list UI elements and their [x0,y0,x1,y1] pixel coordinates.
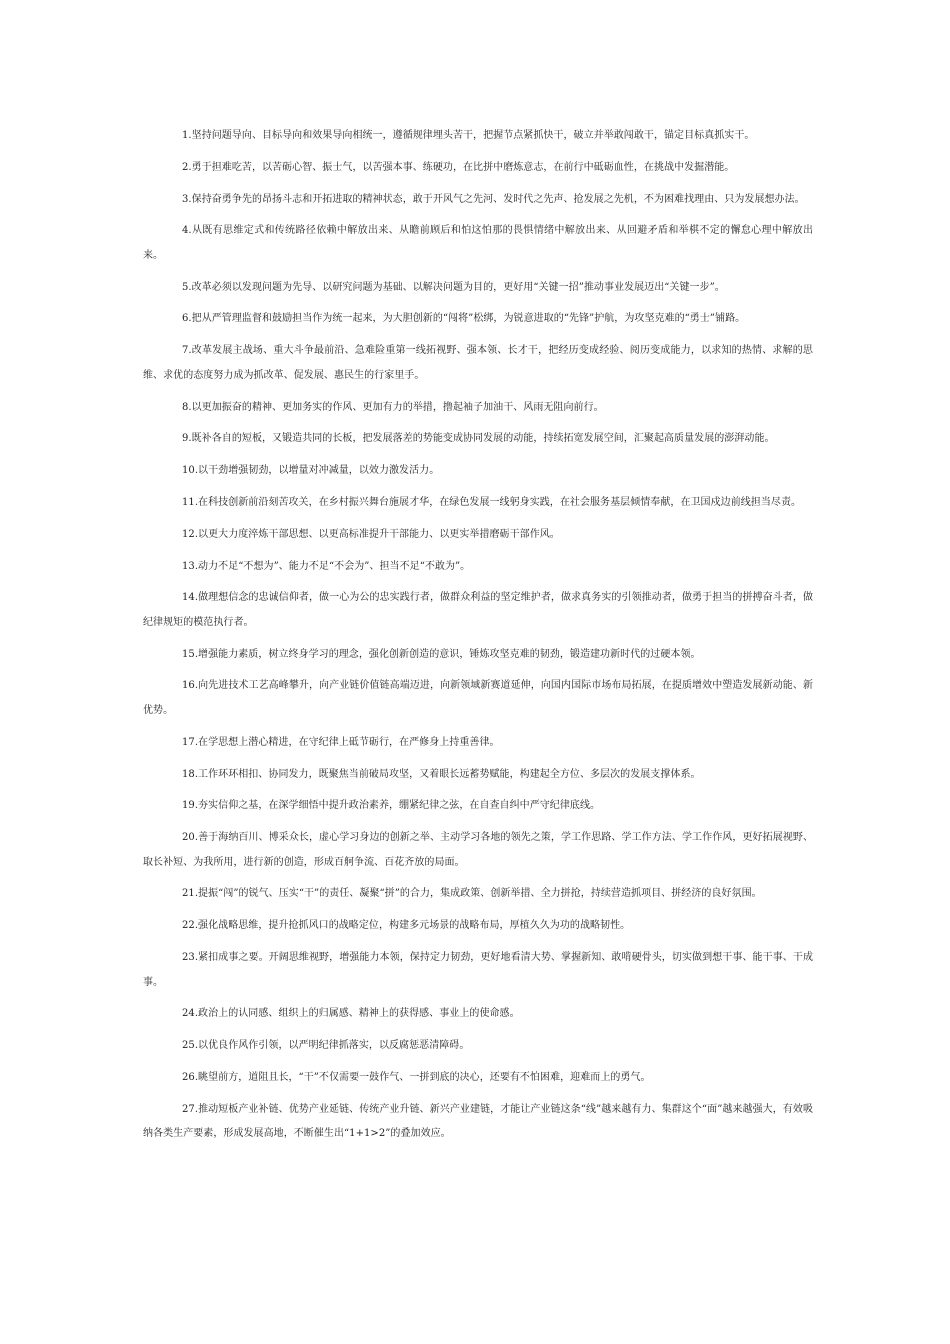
paragraph-12: 12.以更大力度淬炼干部思想、以更高标准提升干部能力、以更实举措磨砺干部作风。 [182,528,560,540]
paragraph-25: 25.以优良作风作引领，以严明纪律抓落实，以反腐惩恶清障碍。 [182,1040,470,1052]
paragraph-27: 27.推动短板产业补链、优势产业延链、传统产业升链、新兴产业建链，才能让产业链这条“线”越来越有力、集群这个“面”越来越强大，有效吸纳各类生产要素，形成发展高地，不断催生出“1+1>2”的叠加效应。 [143,1103,813,1140]
paragraph-7: 7.改革发展主战场、重大斗争最前沿、急难险重第一线拓视野、强本领、长才干，把经历变成经验、阅历变成能力，以求知的热情、求解的思维、求优的态度努力成为抓改革、促发展、惠民生的行家里手。 [143,345,813,381]
paragraph-14: 14.做理想信念的忠诚信仰者，做一心为公的忠实践行者，做群众利益的坚定维护者，做求真务实的引领推动者，做勇于担当的拼搏奋斗者，做纪律规矩的模范执行者。 [143,592,813,628]
paragraph-15: 15.增强能力素质，树立终身学习的理念，强化创新创造的意识，锤炼攻坚克难的韧劲，锻造建功新时代的过硬本领。 [182,648,701,660]
paragraph-10: 10.以干劲增强韧劲，以增量对冲减量，以效力激发活力。 [182,465,440,477]
paragraph-24: 24.政治上的认同感、组织上的归属感、精神上的获得感、事业上的使命感。 [182,1008,520,1020]
paragraph-17: 17.在学思想上潜心精进，在守纪律上砥节砺行，在严修身上持重善律。 [182,736,500,748]
paragraph-4: 4.从既有思维定式和传统路径依赖中解放出来、从瞻前顾后和怕这怕那的畏惧情绪中解放出来、从回避矛盾和举棋不定的懈怠心理中解放出来。 [143,225,813,261]
paragraph-18: 18.工作环环相扣、协同发力，既聚焦当前破局攻坚，又着眼长远蓄势赋能，构建起全方位、多层次的发展支撑体系。 [182,768,701,780]
document-body [143,124,813,1154]
paragraph-6: 6.把从严管理监督和鼓励担当作为统一起来，为大胆创新的“闯将”松绑，为锐意进取的“先锋”护航，为攻坚克难的“勇士”铺路。 [182,313,746,325]
paragraph-20: 20.善于海纳百川、博采众长，虚心学习身边的创新之举、主动学习各地的领先之策，学工作思路、学工作方法、学工作作风，更好拓展视野、取长补短、为我所用，进行新的创造，形成百舸争流、百花齐放的局面。 [143,832,813,868]
paragraph-11: 11.在科技创新前沿刻苦攻关，在乡村振兴舞台施展才华，在绿色发展一线躬身实践，在社会服务基层倾情奉献，在卫国戍边前线担当尽责。 [182,496,802,508]
paragraph-13: 13.动力不足“不想为”、能力不足“不会为”、担当不足“不敢为”。 [182,560,471,572]
paragraph-16: 16.向先进技术工艺高峰攀升，向产业链价值链高端迈进，向新领域新赛道延伸，向国内国际市场布局拓展，在提质增效中塑造发展新动能、新优势。 [143,680,813,716]
paragraph-23: 23.紧扣成事之要。开阔思维视野，增强能力本领，保持定力韧劲，更好地看清大势、掌握新知、敢啃硬骨头，切实做到想干事、能干事、干成事。 [143,952,813,988]
paragraph-8: 8.以更加振奋的精神、更加务实的作风、更加有力的举措，撸起袖子加油干、风雨无阻向前行。 [182,401,604,413]
paragraph-26: 26.眺望前方，道阻且长，“干”不仅需要一鼓作气、一拼到底的决心，还要有不怕困难，迎难而上的勇气。 [182,1071,651,1083]
paragraph-5: 5.改革必须以发现问题为先导、以研究问题为基础、以解决问题为目的，更好用“关键一招”推动事业发展迈出“关键一步”。 [182,281,725,293]
paragraph-22: 22.强化战略思维，提升抢抓风口的战略定位，构建多元场景的战略布局，厚植久久为功的战略韧性。 [182,920,631,932]
paragraph-3: 3.保持奋勇争先的昂扬斗志和开拓进取的精神状态，敢于开风气之先河、发时代之先声、抢发展之先机，不为困难找理由、只为发展想办法。 [182,193,805,205]
paragraph-19: 19.夯实信仰之基，在深学细悟中提升政治素养，绷紧纪律之弦，在自查自纠中严守纪律底线。 [182,800,601,812]
paragraph-21: 21.提振“闯”的锐气、压实“干”的责任、凝聚“拼”的合力，集成政策、创新举措、全力拼抢，持续营造抓项目、拼经济的良好氛围。 [182,888,762,900]
paragraph-2: 2.勇于担难吃苦，以苦砺心智、振士气，以苦强本事、练硬功，在比拼中磨炼意志，在前行中砥砺血性，在挑战中发掘潜能。 [182,161,735,173]
paragraph-9: 9.既补各自的短板，又锻造共同的长板，把发展落差的势能变成协同发展的动能，持续拓宽发展空间，汇聚起高质量发展的澎湃动能。 [182,433,775,445]
paragraph-1: 1.坚持问题导向、目标导向和效果导向相统一，遵循规律埋头苦干，把握节点紧抓快干，破立并举敢闯敢干，锚定目标真抓实干。 [182,130,755,141]
